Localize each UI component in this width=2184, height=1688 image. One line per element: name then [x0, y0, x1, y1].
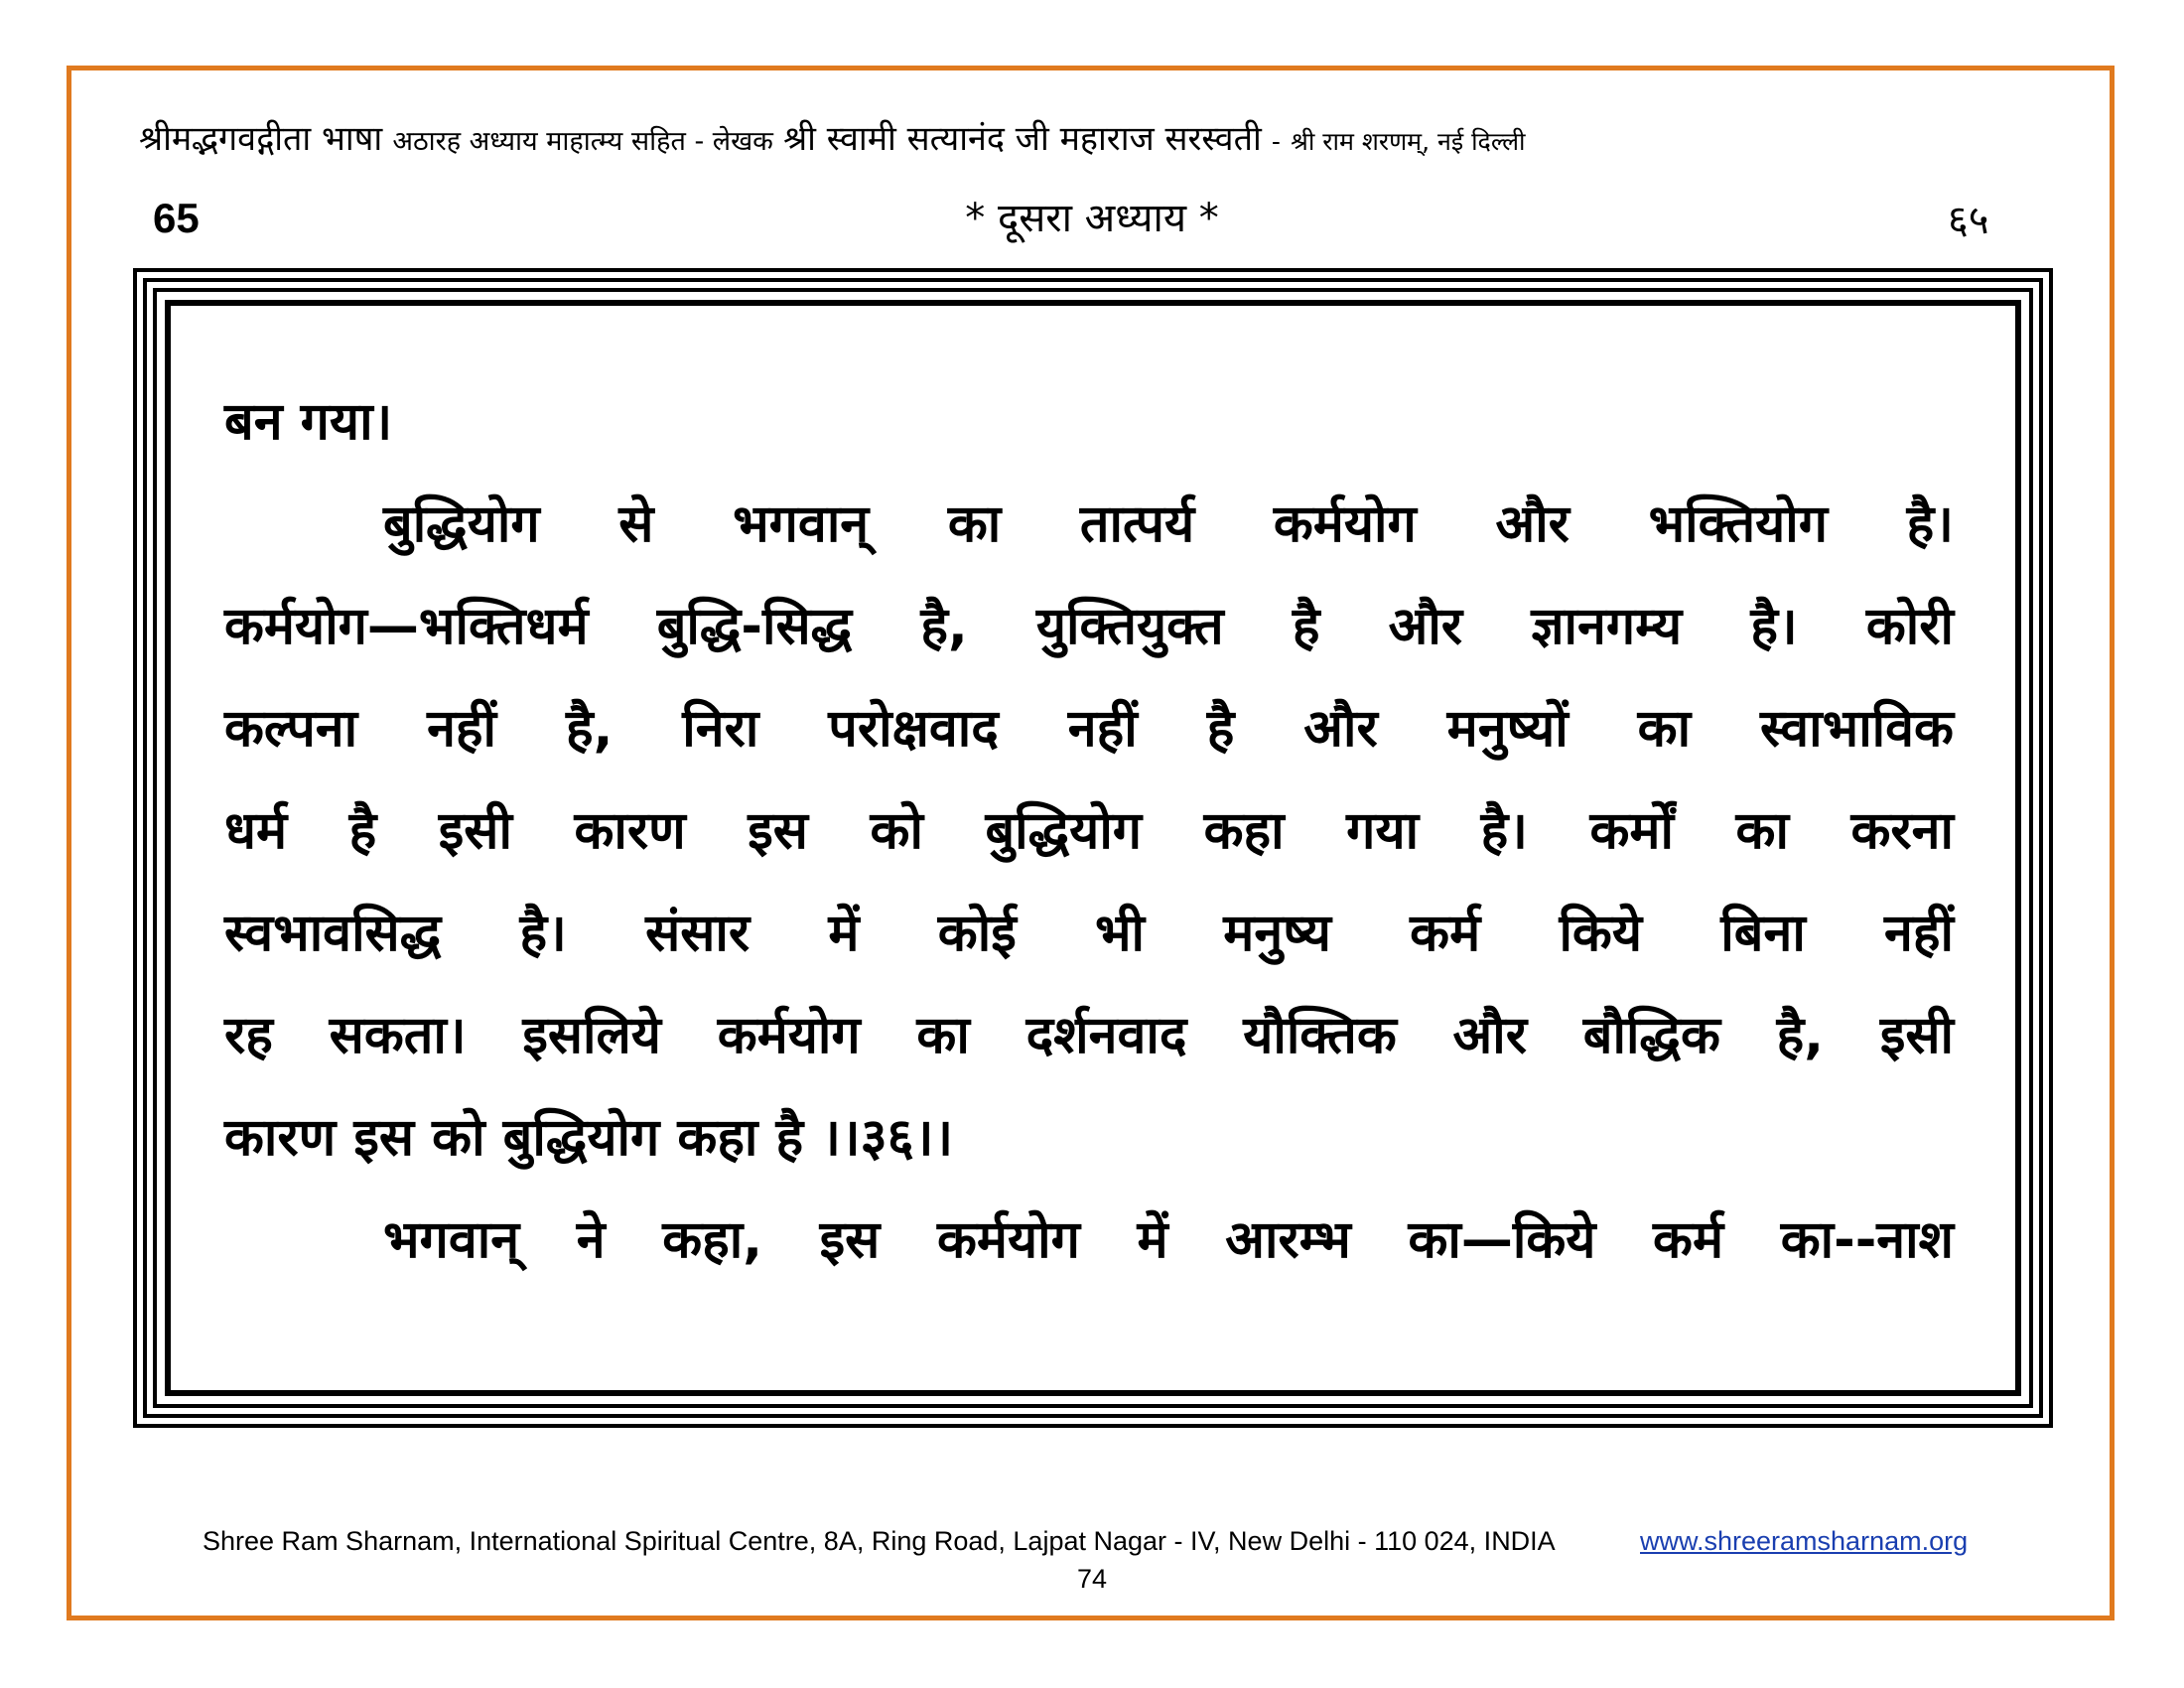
text-line: कर्मयोग—भक्तिधर्म बुद्धि-सिद्ध है, युक्तियुक्त है और ज्ञानगम्य है। कोरी: [224, 597, 1954, 656]
footer-page-number: 74: [1076, 1564, 1108, 1594]
text-line: भगवान् ने कहा, इस कर्मयोग में आरम्भ का—किये कर्म का--नाश: [383, 1210, 1954, 1270]
text-line: रह सकता। इसलिये कर्मयोग का दर्शनवाद यौक्तिक और बौद्धिक है, इसी: [224, 1006, 1954, 1065]
author-name: श्री स्वामी सत्यानंद जी महाराज सरस्वती: [783, 119, 1262, 159]
footer-address: Shree Ram Sharnam, International Spiritual Centre, 8A, Ring Road, Lajpat Nagar - IV, New Delhi - 110 024, INDIA: [203, 1526, 1556, 1556]
header-separator: -: [1271, 127, 1281, 156]
page-number-arabic: 65: [153, 195, 200, 241]
page-header: [139, 117, 2065, 164]
text-line: स्वभावसिद्ध है। संसार में कोई भी मनुष्य कर्म किये बिना नहीं: [224, 904, 1954, 963]
page-number-devanagari: ६५: [1948, 198, 1989, 243]
book-subtitle: अठारह अध्याय माहात्म्य सहित - लेखक: [392, 126, 773, 157]
text-line: कारण इस को बुद्धियोग कहा है ।।३६।।: [224, 1108, 954, 1168]
chapter-title: * दूसरा अध्याय *: [965, 196, 1219, 241]
text-box: [133, 268, 2053, 1428]
scripture-text: [224, 371, 1954, 1292]
text-line: धर्म है इसी कारण इस को बुद्धियोग कहा गया है। कर्मों का करना: [224, 801, 1954, 861]
text-line: बुद्धियोग से भगवान् का तात्पर्य कर्मयोग और भक्तियोग है।: [383, 494, 1954, 554]
text-line: कल्पना नहीं है, निरा परोक्षवाद नहीं है और मनुष्यों का स्वाभाविक: [224, 699, 1954, 759]
text-line: बन गया।: [224, 392, 393, 452]
book-title: श्रीमद्भगवद्गीता भाषा: [139, 119, 383, 159]
publisher-name: श्री राम शरणम्, नई दिल्ली: [1291, 127, 1526, 156]
website-link[interactable]: www.shreeramsharnam.org: [1640, 1526, 1969, 1556]
